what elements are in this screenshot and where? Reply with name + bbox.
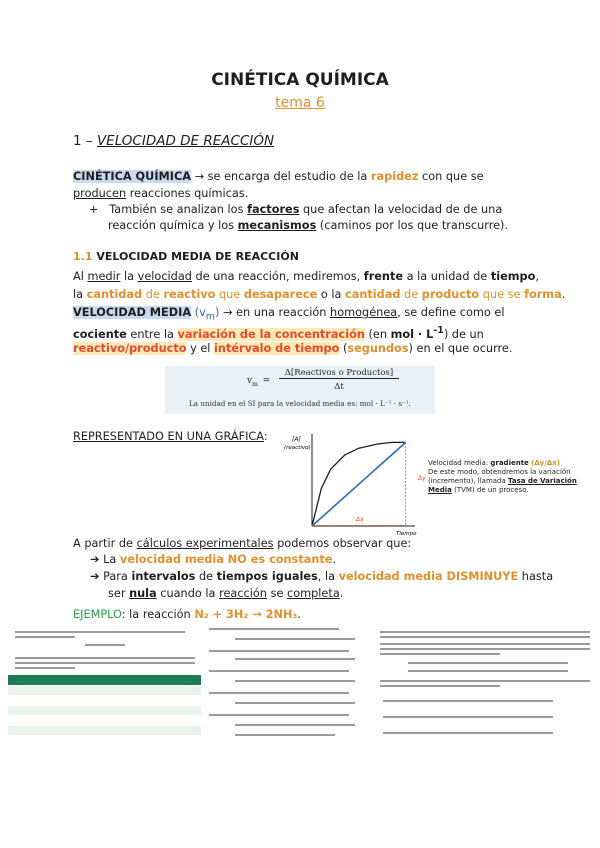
para2-line-3 xyxy=(73,340,512,357)
keyword-reactivo: reactivo xyxy=(163,288,216,301)
keyword-segundos: segundos xyxy=(347,342,409,355)
keyword-cociente: cociente xyxy=(73,327,127,341)
conclusion-point-2-cont xyxy=(108,586,343,602)
document-subtitle: tema 6 xyxy=(275,95,325,111)
keyword-rapidez: rapidez xyxy=(370,170,419,183)
symbol: ) xyxy=(214,306,220,319)
text: la xyxy=(73,288,84,301)
y-axis-label-2: (reactivo) xyxy=(284,445,311,451)
keyword-homogenea: homogénea xyxy=(330,306,398,319)
example-image-table xyxy=(5,628,205,744)
intro-text: reacciones químicas. xyxy=(129,187,249,200)
text: ( xyxy=(342,342,348,355)
unit-sup: -1 xyxy=(433,325,444,336)
legend-text: Velocidad media: xyxy=(428,459,489,467)
symbol: (v xyxy=(194,306,206,319)
keyword-nula: nula xyxy=(129,587,157,600)
conclusion-point-2 xyxy=(90,569,553,585)
conclusion-point-1 xyxy=(90,552,336,568)
keyword-forma: forma xyxy=(524,288,562,301)
formula-numerator: Δ[Reactivos o Productos] xyxy=(279,368,399,379)
example-reaction: N₂ + 3H₂ → 2NH₃ xyxy=(194,608,298,621)
keyword-reactivo-producto: reactivo/producto xyxy=(73,342,187,355)
text: en una reacción xyxy=(236,306,327,319)
keyword-producto: producto xyxy=(421,288,480,301)
intro-text: con que se xyxy=(422,170,484,183)
text: . xyxy=(332,553,337,566)
keyword-tiempos-iguales: tiempos iguales xyxy=(216,570,318,583)
section-title: VELOCIDAD DE REACCIÓN xyxy=(96,133,275,149)
text: se xyxy=(270,587,284,600)
example-image-rates xyxy=(378,628,596,744)
intro-line-2 xyxy=(73,185,248,202)
delta-y-label: Δy xyxy=(418,475,426,482)
keyword-frente: frente xyxy=(363,270,404,283)
conclusion-intro xyxy=(73,535,411,552)
symbol-sub: m xyxy=(205,311,215,323)
legend-text: De este modo, obtendremos la variación xyxy=(428,468,571,476)
formula-note: La unidad en el SI para la velocidad media es: mol · L⁻¹ · s⁻¹. xyxy=(189,399,411,408)
legend-formula: (Δy/Δx) xyxy=(531,459,560,467)
keyword-variacion: variación de la concentración xyxy=(177,327,365,341)
text: . xyxy=(561,288,566,301)
formula-box xyxy=(165,366,435,414)
text: ser xyxy=(108,587,126,600)
intro-text: se encarga del estudio de la xyxy=(207,170,368,183)
legend-keyword: Media xyxy=(428,486,452,494)
keyword-intervalos: intervalos xyxy=(131,570,196,583)
text: : xyxy=(263,430,268,443)
bullet-text: reacción química y los xyxy=(108,219,235,232)
text: , se define como el xyxy=(397,306,505,319)
keyword-producen: producen xyxy=(73,187,127,200)
legend-text: (incremento), llamada xyxy=(428,477,506,485)
keyword-desaparece: desaparece xyxy=(243,288,318,301)
text: que xyxy=(218,288,241,301)
table-header xyxy=(8,675,201,685)
text: Para xyxy=(103,570,128,583)
keyword-tiempo: tiempo xyxy=(490,270,536,283)
text: . xyxy=(339,587,344,600)
text: de xyxy=(145,288,160,301)
bullet-text: que afectan la velocidad de de una xyxy=(303,203,503,216)
section-heading xyxy=(73,133,274,149)
series-secant xyxy=(312,442,406,526)
legend-text: (TVM) de un proceso. xyxy=(454,486,529,494)
keyword-calculos: cálculos experimentales xyxy=(136,537,274,550)
text: hasta xyxy=(521,570,554,583)
subsection-title: VELOCIDAD MEDIA DE REACCIÓN xyxy=(96,250,299,263)
keyword-completa: completa xyxy=(287,587,340,600)
example-label: EJEMPLO xyxy=(73,608,122,621)
subsection-heading xyxy=(73,250,299,263)
keyword-velocidad: velocidad xyxy=(137,270,192,283)
example-line xyxy=(73,606,301,623)
text: , xyxy=(535,270,539,283)
text: La xyxy=(103,553,117,566)
keyword-cantidad: cantidad xyxy=(345,288,401,301)
keyword-mecanismos: mecanismos xyxy=(237,219,317,232)
text: a la unidad de xyxy=(406,270,488,283)
para1-line-2 xyxy=(73,286,565,303)
keyword-no-constante: velocidad media NO es constante xyxy=(119,553,333,566)
formula-lhs: $v_m$ = xyxy=(247,376,271,388)
text: de xyxy=(404,288,419,301)
text: de xyxy=(198,570,214,583)
text: A partir de xyxy=(73,537,133,550)
bullet-text: También se analizan los xyxy=(109,203,244,216)
bullet-mark: + xyxy=(89,203,99,216)
intro-bullet xyxy=(89,202,502,218)
intro-bullet-cont xyxy=(108,218,508,234)
text: Al xyxy=(73,270,84,283)
arrow: → xyxy=(194,170,205,183)
text: ) en el que ocurre. xyxy=(408,342,513,355)
graph-legend xyxy=(428,459,578,495)
intro-line-1 xyxy=(73,168,484,185)
graph-heading xyxy=(73,428,268,445)
arrow: → xyxy=(222,306,233,319)
text: , la xyxy=(317,570,336,583)
text: que se xyxy=(482,288,521,301)
para1-line-1 xyxy=(73,268,539,285)
delta-x-label: Δx xyxy=(356,516,364,523)
bullet-text: (caminos por los que transcurre). xyxy=(319,219,509,232)
keyword-disminuye: velocidad media DISMINUYE xyxy=(338,570,519,583)
text: entre la xyxy=(130,327,174,341)
text: o la xyxy=(320,288,342,301)
text: podemos observar que: xyxy=(277,537,412,550)
arrow-bullet: ➔ xyxy=(90,553,100,566)
text: (en xyxy=(368,327,387,341)
text: cuando la xyxy=(160,587,216,600)
legend-keyword: gradiente xyxy=(490,459,529,467)
section-number: 1 – xyxy=(73,133,93,149)
term-velocidad-media: VELOCIDAD MEDIA xyxy=(73,306,192,319)
text: la xyxy=(123,270,135,283)
example-image-calculations xyxy=(205,628,370,744)
formula-denominator: Δt xyxy=(334,382,344,392)
text: ) de un xyxy=(443,327,484,341)
graph-heading-text: REPRESENTADO EN UNA GRÁFICA xyxy=(73,430,264,443)
y-axis-label: [A] xyxy=(292,436,301,443)
arrow-bullet: ➔ xyxy=(90,570,100,583)
unit: mol · L xyxy=(390,327,434,341)
keyword-intervalo: intérvalo de tiempo xyxy=(214,342,340,355)
subsection-number: 1.1 xyxy=(73,250,93,263)
term-cinetica: CINÉTICA QUÍMICA xyxy=(73,170,191,183)
legend-keyword: Tasa de Variación xyxy=(508,477,577,485)
keyword-factores: factores xyxy=(247,203,300,216)
text: de una reacción, mediremos, xyxy=(195,270,361,283)
text: y el xyxy=(190,342,211,355)
keyword-cantidad: cantidad xyxy=(86,288,143,301)
keyword-medir: medir xyxy=(87,270,121,283)
document-title: CINÉTICA QUÍMICA xyxy=(211,70,389,90)
text: . xyxy=(297,608,301,621)
keyword-reaccion: reacción xyxy=(219,587,267,600)
x-axis-label: Tiempo xyxy=(396,531,417,537)
text: : la reacción xyxy=(121,608,191,621)
